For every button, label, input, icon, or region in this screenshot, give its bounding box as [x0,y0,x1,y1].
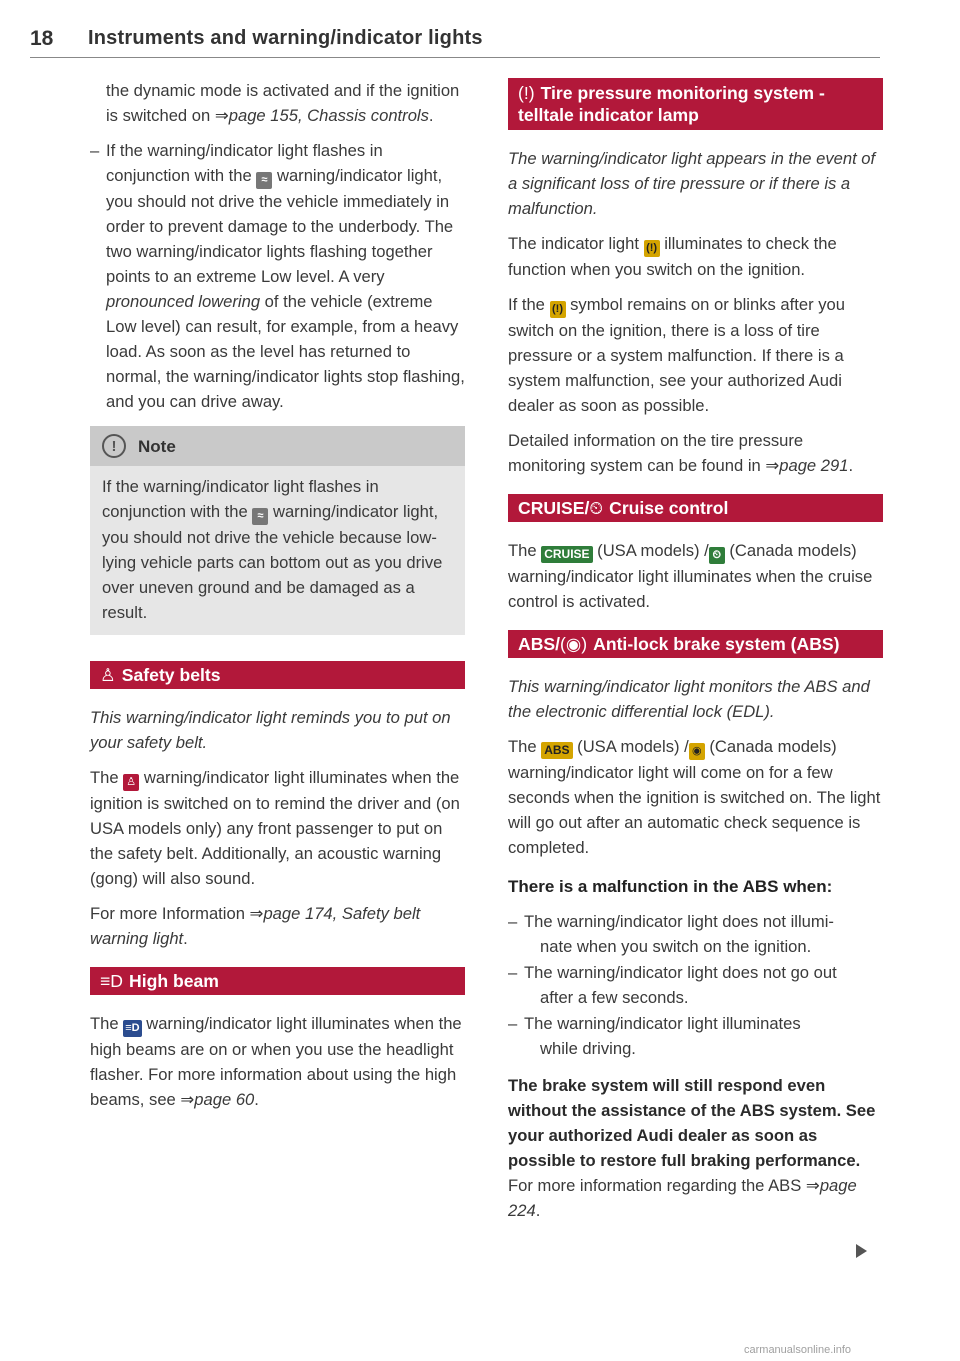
list-item: – The warning/indicator light illuminates while driving. [508,1014,801,1058]
seatbelt-icon: ♙ [100,665,116,685]
safety-belts-lead: This warning/indicator light reminds you to put on your safety belt. [90,708,451,752]
note-body: If the warning/indicator light flashes in conjunction with the ≈ warning/indicator light, you should not drive the vehicle because low-lying vehicle parts can bottom out as you drive over uneven ground and be damaged as a result. [102,477,443,622]
link-high-beams[interactable]: ⇒page 60 [180,1090,255,1109]
list-item: – The warning/indicator light does not illumi- nate when you switch on the ignition. [508,912,834,956]
note-title: Note [138,436,176,456]
continue-arrow-icon [856,1244,867,1258]
tire-pressure-indicator-icon: (!) [644,240,660,257]
suspension-level-icon: ≈ [252,508,268,525]
abs-brake-warning: The brake system will still respond even without the assistance of the ABS system. See your authorized Audi dealer as soon as possible to restore full braking performance. [508,1076,876,1170]
left-column [90,78,465,1122]
link-chassis-controls[interactable]: ⇒page 155, Chassis controls [214,106,429,125]
abs-usa-indicator: ABS [541,742,572,759]
section-abs: ABS/(◉) Anti-lock brake system (ABS) [508,630,883,658]
high-beam-icon: ≡D [100,971,123,991]
link-abs[interactable]: ⇒page 224 [508,1176,857,1220]
cruise-control-text: The CRUISE (USA models) / ⏲ (Canada models) warning/indicator light illuminates when the cruise control is activated. [508,541,873,611]
high-beam-indicator-icon: ≡D [123,1020,141,1037]
seatbelt-indicator-icon: ♙ [123,774,139,791]
high-beam-text: The ≡D warning/indicator light illuminates when the high beams are on or when you use the headlight flasher. For more information about using the high beams, see ⇒page 60. [90,1014,462,1109]
abs-text: The ABS (USA models) / ◉ (Canada models) warning/indicator light will come on for a few seconds when the ignition is switched on. The light will go out after an automatic check sequence is completed. [508,737,881,857]
cruise-usa-indicator: CRUISE [541,546,592,563]
safety-belts-text: The ♙ warning/indicator light illuminates when the ignition is switched on to remind the driver and (on USA models only) any front passenger to put on the safety belt. Additionally, an acoustic warning (gong) will also sound. [90,768,460,888]
level-warning-text: – If the warning/indicator light flashes in conjunction with the ≈ warning/indicator light, you should not drive the vehicle immediately in order to prevent damage to the underbody. The two warning/indicator lights flashing together points to an extreme Low level. A very pronounced lowering of the vehicle (extreme Low level) can result, for example, from a heavy load. As soon as the level has returned to normal, the warning/indicator lights stop flashing, and you can drive away. [90,138,465,414]
suspension-level-icon: ≈ [256,172,272,189]
tpms-lead: The warning/indicator light appears in the event of a significant loss of tire pressure or if there is a malfunction. [508,149,876,218]
section-cruise-control: CRUISE/⏲ Cruise control [508,494,883,522]
abs-malfunction-heading: There is a malfunction in the ABS when: [508,877,833,896]
abs-lead: This warning/indicator light monitors the ABS and the electronic differential lock (EDL). [508,677,870,721]
link-safety-belt-warning[interactable]: ⇒page 174, Safety belt warning light [90,904,421,948]
page-header [30,22,880,58]
abs-more-info: For more information regarding the ABS ⇒page 224. [508,1176,857,1220]
list-item: – The warning/indicator light does not go out after a few seconds. [508,963,837,1007]
section-tire-pressure: (!) Tire pressure monitoring system - telltale indicator lamp [508,78,883,130]
section-high-beam: ≡D High beam [90,967,465,995]
note-box [90,426,465,635]
tire-pressure-icon: (!) [518,83,535,103]
abs-icon: (◉) [560,634,588,654]
section-safety-belts: ♙ Safety belts [90,661,465,689]
watermark: carmanualsonline.info [744,1344,852,1356]
tire-pressure-indicator-icon: (!) [550,301,566,318]
page-number: 18 [30,27,54,50]
tpms-text-3: Detailed information on the tire pressure monitoring system can be found in ⇒page 291. [508,431,854,475]
page-title: Instruments and warning/indicator lights [88,27,483,49]
abs-canada-indicator: ◉ [689,743,705,760]
note-header [90,426,465,466]
tpms-text-2: If the (!) symbol remains on or blinks after you switch on the ignition, there is a loss of tire pressure or a system malfunction. If there is a system malfunction, see your authorized Audi dealer as soon as possible. [508,295,845,415]
safety-belts-info: For more Information ⇒page 174, Safety belt warning light. [90,904,421,948]
tpms-text-1: The indicator light (!) illuminates to check the function when you switch on the ignition. [508,234,837,279]
dynamic-mode-text: the dynamic mode is activated and if the ignition is switched on ⇒page 155, Chassis controls. [106,81,460,125]
cruise-canada-indicator: ⏲ [709,547,725,564]
exclamation-icon: ! [102,434,126,458]
right-column [508,78,883,1233]
link-tpms[interactable]: ⇒page 291 [765,456,849,475]
cruise-control-icon: ⏲ [589,498,604,518]
